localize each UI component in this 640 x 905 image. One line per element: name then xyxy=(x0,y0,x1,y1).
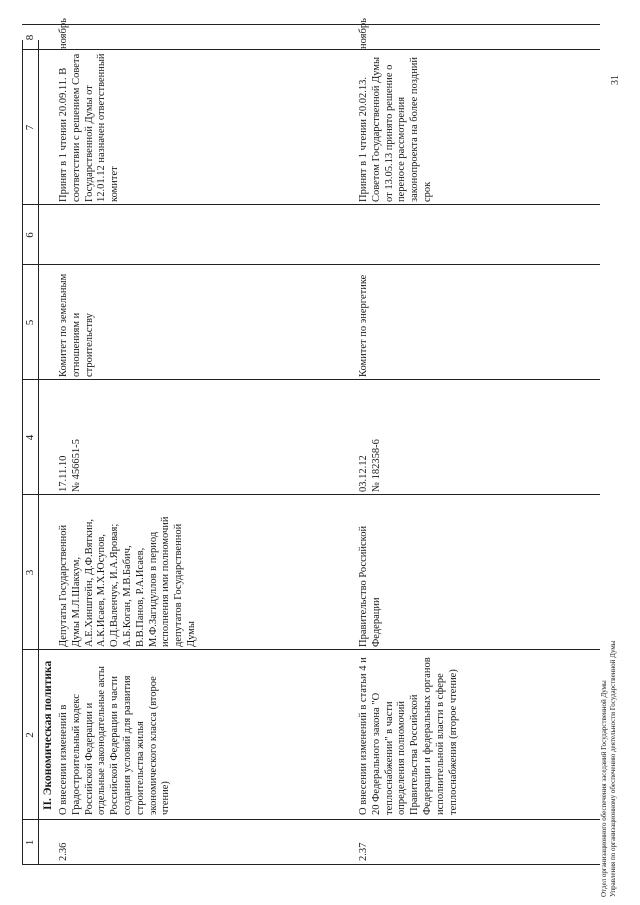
row-2-37-reg-number: № 182358-6 xyxy=(371,439,382,492)
footer-line-1: Отдел организационного обеспечения заседаний Государственной Думы xyxy=(600,680,608,897)
col-header-7: 7 xyxy=(24,124,36,131)
row-2-37-date: 03.12.12 xyxy=(358,455,369,492)
col-header-4: 4 xyxy=(24,434,36,441)
col-header-8: 8 xyxy=(24,34,36,41)
col-border-0 xyxy=(22,864,600,865)
footer xyxy=(600,397,618,897)
footer-line-2: Управления по организационному обеспечению деятельности Государственной Думы xyxy=(609,640,617,897)
row-2-37-title: О внесении изменений в статьи 4 и 20 Федерального закона "О теплоснабжении" в части определения полномочий Правительства Российской Федерации и федеральных органов исполнительной власти в сфере теплоснабжения (второе чтение) xyxy=(358,657,459,815)
row-2-37-month: ноябрь xyxy=(358,18,369,49)
col-border-7 xyxy=(22,49,600,50)
row-2-37-num: 2.37 xyxy=(358,842,369,861)
col-header-5: 5 xyxy=(24,319,36,326)
col-border-2 xyxy=(22,649,600,650)
row-2-37-committee: Комитет по энергетике xyxy=(358,274,369,377)
page-number: 31 xyxy=(610,75,621,85)
row-2-37-initiator: Правительство Российской Федерации xyxy=(358,525,382,647)
row-2-36-num: 2.36 xyxy=(58,842,69,861)
row-2-36-date: 17.11.10 xyxy=(58,455,69,492)
col-header-3: 3 xyxy=(24,569,36,576)
row-2-37-status: Принят в 1 чтении 20.02.13. Советом Государственной Думы от 13.05.13 принято решение о переносе рассмотрения законопроекта на более поздний срок xyxy=(358,56,433,202)
row-2-36-status: Принят в 1 чтении 20.09.11. В соответствии с решением Совета Государственной Думы от 12.01.12 назначен ответственный комитет xyxy=(58,53,121,202)
col-header-6: 6 xyxy=(24,232,36,238)
col-border-3 xyxy=(22,494,600,495)
table-top-border xyxy=(22,40,23,865)
section-title: II. Экономическая политика xyxy=(42,660,54,810)
col-header-2: 2 xyxy=(24,732,36,738)
row-2-36-committee: Комитет по земельным отношениям и строительству xyxy=(58,273,95,377)
col-border-5 xyxy=(22,264,600,265)
col-border-6 xyxy=(22,204,600,205)
header-separator xyxy=(38,40,39,865)
col-border-4 xyxy=(22,379,600,380)
col-border-8 xyxy=(22,24,600,25)
col-header-1: 1 xyxy=(24,839,36,846)
col-border-1 xyxy=(22,819,600,820)
row-2-36-reg-number: № 456651-5 xyxy=(71,439,82,492)
row-2-36-initiator: Депутаты Государственной Думы М.Л.Шаккум, А.Е.Хинштейн, Д.Ф.Вяткин, А.К.Исаев, М.Х.Юсупов, О.Д.Валенчук, И.А.Яровая; А.Б.Коган, М.В.Бабич, В.В.Панов, Р.А.Исаев, М.Ф.Загидуллов в период исполнения ими полномочий депутатов Государственной Думы xyxy=(58,516,197,647)
row-2-36-title: О внесении изменений в Градостроительный кодекс Российской Федерации и отдельные законодательные акты Российской Федерации в части создания условий для развития строительства жилья экономического класса (второе чтение) xyxy=(58,666,172,815)
row-2-36-month: ноябрь xyxy=(58,18,69,49)
